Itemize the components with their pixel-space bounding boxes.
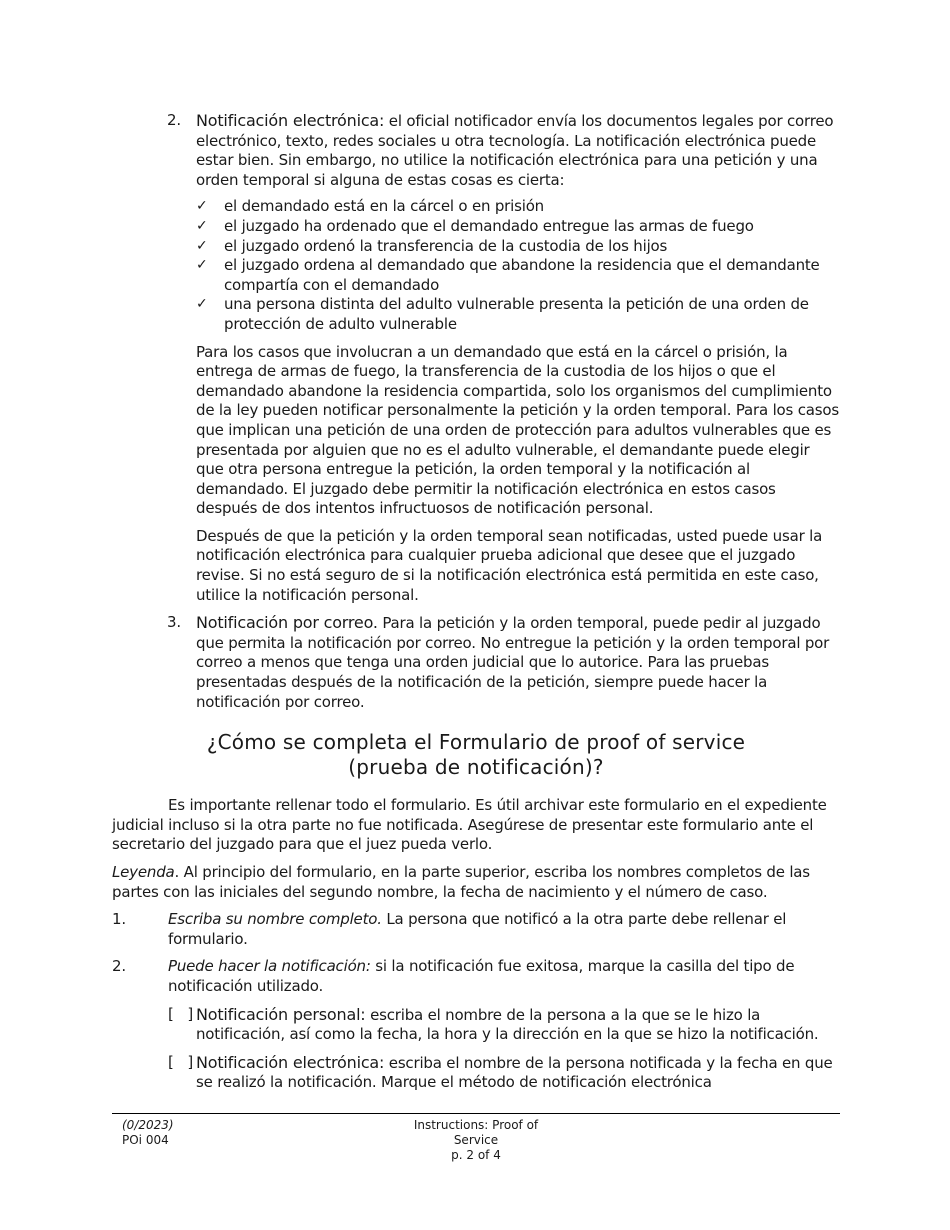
checkmark-icon: ✓ — [196, 217, 208, 234]
item-number: 2. — [167, 111, 181, 129]
option-text: escriba el nombre de la persona notificada y la fecha en que se realizó la notificación. Marque el método de notificación electrónica — [196, 1053, 833, 1092]
step-paragraph — [168, 957, 840, 996]
checkbox-icon: [ ] — [168, 1004, 194, 1023]
item-paragraph — [196, 111, 840, 190]
condition-item — [196, 217, 840, 237]
condition-text: el juzgado ordenó la transferencia de la custodia de los hijos — [224, 236, 668, 255]
option-text: escriba el nombre de la persona a la que se le hizo la notificación, así como la fecha, la hora y la dirección en la que se hizo la notificación. — [196, 1005, 819, 1044]
step-text: si la notificación fue exitosa, marque la casilla del tipo de notificación utilizado. — [168, 957, 795, 995]
step-number: 1. — [112, 910, 126, 929]
additional-evidence-paragraph: Después de que la petición y la orden temporal sean notificadas, usted puede usar la notificación electrónica para cualquier prueba adicional que desee que el juzgado revise. Si no está seguro de si la notificación electrónica está permitida en este caso, utilice la notificación personal. — [196, 526, 823, 604]
checkbox-icon: [ ] — [168, 1052, 194, 1071]
conditions-list — [196, 197, 840, 334]
condition-item — [196, 237, 840, 257]
item-electronic-service — [112, 111, 840, 190]
option-paragraph — [196, 1053, 840, 1093]
checkmark-icon: ✓ — [196, 237, 208, 254]
option-electronic-service — [168, 1053, 840, 1093]
option-heading: Notificación electrónica: — [196, 1052, 385, 1072]
item-paragraph — [196, 613, 840, 712]
footer-title-line2: Service — [453, 1133, 499, 1147]
condition-text: el juzgado ordena al demandado que abandone la residencia que el demandante compartía con el demandado — [224, 256, 820, 294]
option-personal-service — [168, 1005, 840, 1045]
checkmark-icon: ✓ — [196, 198, 208, 215]
page-footer — [112, 1113, 840, 1162]
condition-text: una persona distinta del adulto vulnerable presenta la petición de una orden de protección de adulto vulnerable — [224, 295, 809, 333]
step-text: La persona que notificó a la otra parte debe rellenar el formulario. — [168, 910, 787, 948]
step-number: 2. — [112, 957, 126, 976]
footer-title-line1: Instructions: Proof of — [413, 1118, 539, 1132]
item-number: 3. — [167, 613, 181, 632]
footer-form-code: POi 004 — [122, 1133, 169, 1147]
section-title-line2: (prueba de notificación)? — [348, 755, 604, 780]
law-enforcement-paragraph: Para los casos que involucran a un demandado que está en la cárcel o prisión, la entrega de armas de fuego, la transferencia de la custodia de los hijos o que el demandado abandone la residencia compartida, solo los organismos del cumplimiento de la ley pueden notificar personalmente la petición y la orden temporal. Para los casos que implican una petición de una orden de protección para adultos vulnerables que es presentada por alguien que no es el adulto vulnerable, el demandante puede elegir que otra persona entregue la petición, la orden temporal y la notificación al demandado. El juzgado debe permitir la notificación electrónica en estos casos después de dos intentos infructuosos de notificación personal. — [196, 342, 839, 518]
steps-list — [112, 910, 840, 1093]
footer-page-number: p. 2 of 4 — [451, 1148, 501, 1162]
item-text: el oficial notificador envía los documentos legales por correo electrónico, texto, redes sociales u otra tecnología. La notificación electrónica puede estar bien. Sin embargo, no utilice la notificación electrónica para una petición y una orden temporal si alguna de estas cosas es cierta: — [196, 112, 834, 189]
footer-date: (0/2023) — [122, 1118, 174, 1132]
step-full-name — [112, 910, 840, 949]
caption-paragraph — [112, 863, 840, 902]
condition-item — [196, 295, 840, 334]
intro-paragraph: Es importante rellenar todo el formulario. Es útil archivar este formulario en el expediente judicial incluso si la otra parte no fue notificada. Asegúrese de presentar este formulario ante el secretario del juzgado para que el juez pueda verlo. — [112, 796, 827, 854]
step-label: Escriba su nombre completo. — [168, 910, 382, 929]
section-title-line1: ¿Cómo se completa el Formulario de proof of service — [206, 730, 746, 755]
step-label: Puede hacer la notificación: — [168, 957, 371, 976]
caption-text: . Al principio del formulario, en la parte superior, escriba los nombres completos de las partes con las iniciales del segundo nombre, la fecha de nacimiento y el número de caso. — [112, 863, 810, 901]
footer-title-block — [406, 1118, 546, 1163]
condition-item — [196, 256, 840, 295]
item-heading: Notificación por correo. — [196, 613, 378, 633]
item-mail-service — [112, 613, 840, 712]
condition-text: el juzgado ha ordenado que el demandado entregue las armas de fuego — [224, 216, 754, 235]
footer-form-info — [122, 1118, 174, 1148]
checkmark-icon: ✓ — [196, 257, 208, 274]
caption-label: Leyenda — [112, 863, 175, 881]
condition-item — [196, 197, 840, 217]
checkmark-icon: ✓ — [196, 296, 208, 313]
step-service-type — [112, 957, 840, 996]
section-title — [112, 730, 840, 780]
item-text: Para la petición y la orden temporal, puede pedir al juzgado que permita la notificación por correo. No entregue la petición y la orden temporal por correo a menos que tenga una orden judicial que lo autorice. Para las pruebas presentadas después de la notificación de la petición, siempre puede hacer la notificación por correo. — [196, 614, 830, 711]
page-content — [112, 111, 840, 1101]
condition-text: el demandado está en la cárcel o en prisión — [224, 197, 544, 216]
step-paragraph — [168, 910, 840, 949]
item-heading: Notificación electrónica: — [196, 111, 385, 130]
option-paragraph — [196, 1005, 840, 1045]
option-heading: Notificación personal: — [196, 1004, 366, 1024]
